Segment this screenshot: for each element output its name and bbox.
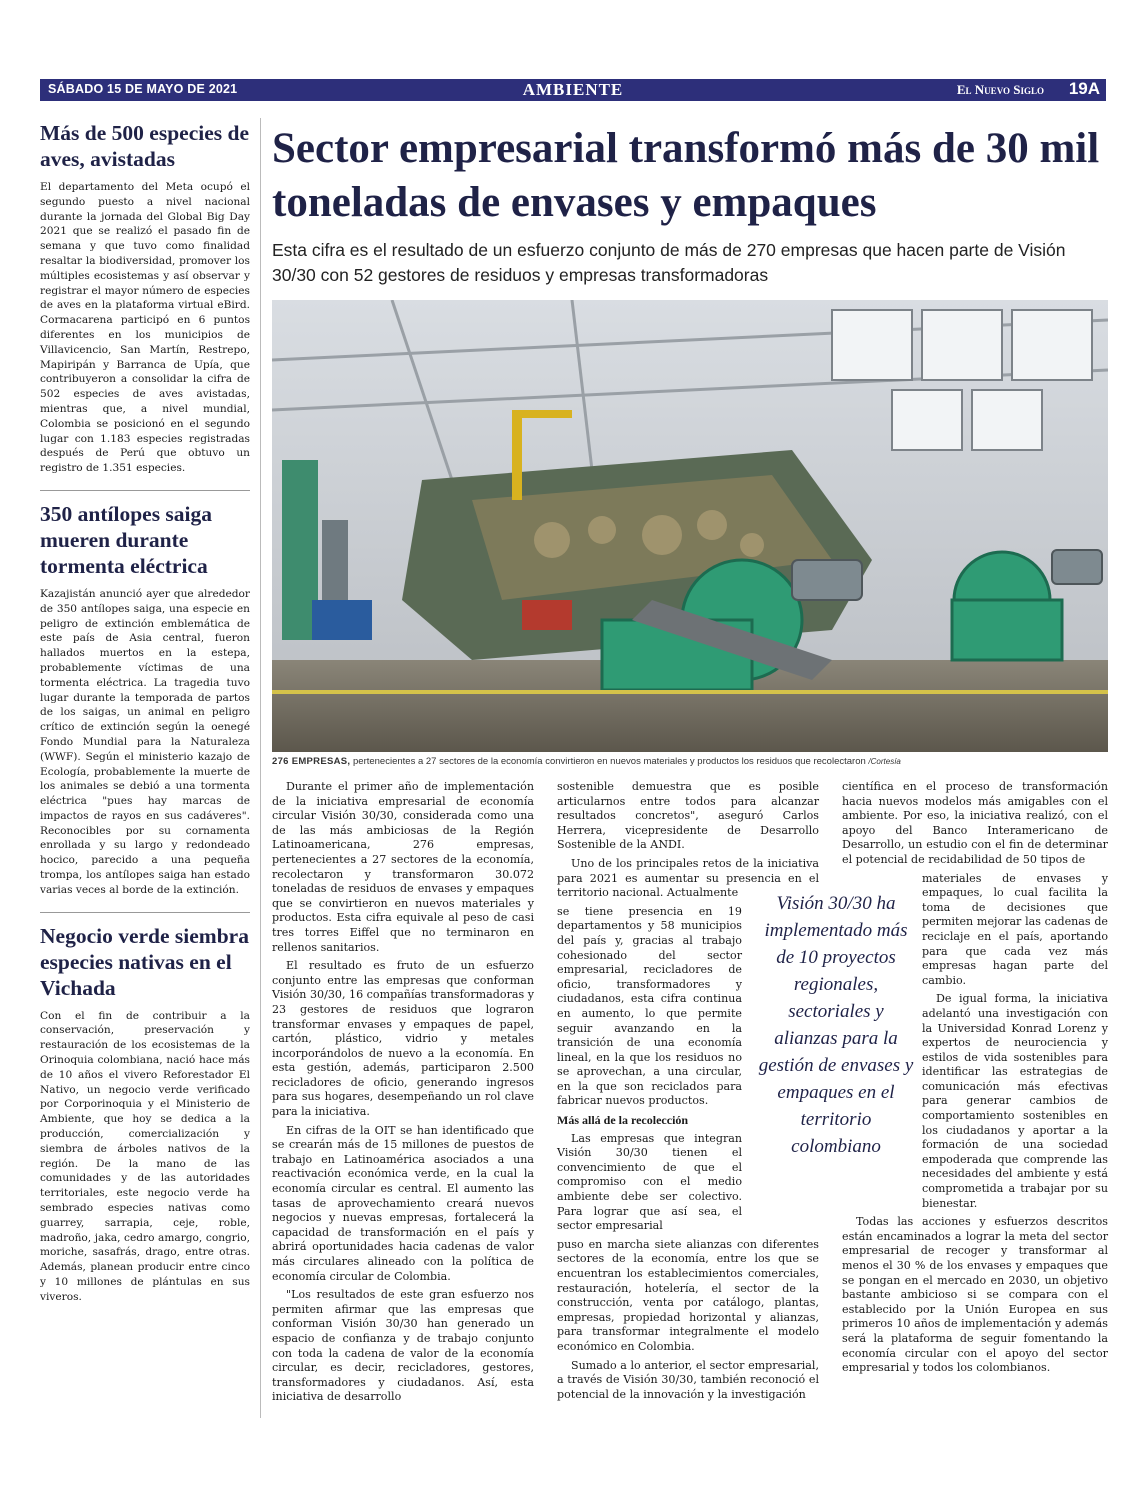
paragraph: Las empresas que integran Visión 30/30 tienen el convencimiento de que el compromiso con el medio ambiente debe ser colectivo. Para lograr que así sea, el sector empresarial: [557, 1131, 742, 1233]
brief-title: 350 antílopes saiga mueren durante tormenta eléctrica: [40, 501, 213, 578]
paragraph: materiales de envases y empaques, lo cual facilita la toma de decisiones que permiten mejorar las cadenas de reciclaje en el país, aportando para que cada vez más empresas hagan parte del cambio.: [922, 871, 1108, 987]
paragraph: se tiene presencia en 19 departamentos y 58 municipios del país y, gracias al trabajo cohesionado del sector empresarial, recicladores de oficio, transformadores y ciudadanos, esta cifra continua en aumento, lo que permite seguir avanzando en la transición de una economía lineal, en la que los residuos no se aprovechan, a una circular, en la que son reciclados para fabricar nuevos productos.: [557, 904, 742, 1108]
caption-credit: /Cortesía: [868, 757, 901, 766]
paragraph: Uno de los principales retos de la iniciativa para 2021 es aumentar su presencia en el territorio nacional. Actualmente: [557, 856, 819, 900]
brief-title: Más de 500 especies de aves, avistadas: [40, 121, 249, 171]
paragraph: Sumado a lo anterior, el sector empresarial, a través de Visión 30/30, también reconoció el potencial de la innovación y la investigación: [557, 1358, 819, 1401]
column-divider: [260, 118, 261, 1418]
main-deck: Esta cifra es el resultado de un esfuerzo conjunto de más de 270 empresas que hacen parte de Visión 30/30 con 52 gestores de residuos y empresas transformadoras: [272, 240, 1066, 285]
paragraph: sostenible demuestra que es posible articularnos entre todos para alcanzar resultados concretos", aseguró Carlos Herrera, vicepresidente de Desarrollo Sostenible de la ANDI.: [557, 780, 819, 852]
section-name: AMBIENTE: [522, 80, 624, 99]
paragraph: científica en el proceso de transformación hacia nuevos modelos más amigables con el ambiente. Por eso, la iniciativa realizó, con el apoyo del Banco Interamericano de Desarrollo, un estudio con el fin de determinar el potencial de recidabilidad de 50 tipos de: [842, 780, 1108, 866]
brief-article: [40, 120, 250, 476]
paragraph: De igual forma, la iniciativa adelantó una investigación con la Universidad Konrad Lorenz y expertos de neurociencia y estilos de vida sostenibles para identificar las estrategias de comunicación más efectivas para generar cambios de comportamiento sostenibles en los ciudadanos y aportar a la formación de una sociedad empoderada que comprende las necesidades del ambiente y está comprometida a trabajar por su bienestar.: [922, 992, 1108, 1210]
full-wrap: [557, 1238, 819, 1403]
paragraph: En cifras de la OIT se han identificado que se crearán más de 15 millones de puestos de trabajo en Latinoamérica asociados a una reactivación económica verde, en la cual la economía circular es central. El aumento las tasas de aprovechamiento creará nuevos negocios y nuevas empresas, fortalecerá la capacidad de transformación en el país y abrirá oportunidades hacia cadenas de valor más circulares alineado con la política de economía circular de Colombia.: [272, 1123, 534, 1283]
article-body: [272, 780, 1108, 1420]
divider: [40, 490, 250, 491]
brief-title: Negocio verde siembra especies nativas en el Vichada: [40, 923, 249, 1000]
paragraph: Todas las acciones y esfuerzos descritos están encaminados a lograr la meta del sector empresarial de recoger y transformar al menos el 30 % de los envases y empaques que se pongan en el mercado en 2030, un objetivo bastante ambicioso si se compara con el establecido por la Unión Europea en sus primeros 10 años de implementación y además será la plataforma de seguir fomentando la economía circular con el apoyo del sector empresarial y todos los colombianos.: [842, 1215, 1108, 1375]
caption-text: pertenecientes a 27 sectores de la economía convirtieron en nuevos materiales y productos los residuos que recolectaron: [350, 756, 866, 767]
paragraph: El resultado es fruto de un esfuerzo conjunto entre las empresas que conforman Visión 30/30, 16 compañías transformadoras y 23 gestores de residuos que lograron transformar envases y empaques de papel, cartón, plástico, vidrio y metales incorporándolos de nuevo a la economía. En esta gestión, además, participaron 2.500 recicladores de oficio, generando ingresos para sus hogares, desempeñando un rol clave para la iniciativa.: [272, 959, 534, 1119]
recycling-plant-photo: [272, 300, 1108, 752]
photo-caption: [272, 756, 1108, 767]
caption-lead: 276 EMPRESAS,: [272, 756, 351, 767]
brief-article: [40, 923, 250, 1305]
brief-body: Con el fin de contribuir a la conservación, preservación y restauración de los ecosistemas de la Orinoquia colombiana, nació hace más de 10 años el vivero Reforestador El Nativo, un negocio verde verificado por Corporinoquia y el Ministerio de Ambiente, que hoy se dedica a la producción, comercialización y siembra de árboles nativos de la región. De la mano de las comunidades y de las autoridades territoriales, este negocio verde ha sembrado especies nativas como guarrey, sarrapia, ceje, roble, madroño, jaka, cedro amargo, congrio, moriche, sasafrás, drago, entre otras. Además, planean producir entre cinco y 10 millones de plántulas en sus viveros.: [40, 1009, 250, 1303]
pull-quote: Visión 30/30 ha implementado más de 10 proyectos regionales, sectoriales y alianzas para la gestión de envases y empaques en el territorio colombiano: [758, 893, 914, 1157]
header-bar: [40, 79, 1106, 101]
page-number: 19A: [1068, 79, 1100, 98]
main-headline: Sector empresarial transformó más de 30 mil toneladas de envases y empaques: [272, 125, 1100, 226]
paragraph: Durante el primer año de implementación de la iniciativa empresarial de economía circular Visión 30/30, considerada como una de las más ambiciosas de la Región Latinoamericana, 276 empresas, pertenecientes a 27 sectores de la economía, recolectaron y transformaron 30.072 toneladas de residuos de envases y empaques que se convirtieron en nuevos materiales y productos. Esta cifra equivale al peso de casi tres torres Eiffel que no terminaron en rellenos sanitarios.: [272, 780, 534, 954]
narrow-wrap: [922, 872, 1108, 1212]
brief-body: Kazajistán anunció ayer que alrededor de 350 antílopes saiga, una especie en peligro de extinción emblemática de este país de Asia central, fueron hallados muertos en la estepa, probablemente víctimas de una tormenta eléctrica. La tragedia tuvo lugar durante la temporada de partos de los saigas, un animal en peligro crítico de extinción según la oenegé Fondo Mundial para la Naturaleza (WWF). Según el ministerio kazajo de Ecología, probablemente la muerte de los animales se debió a una tormenta eléctrica "pues hay marcas de impactos de rayos en sus cadáveres". Reconocibles por su cornamenta enrollada y su largo y redondeado hocico, parecido a una pequeña trompa, los antílopes saiga han estado varias veces al borde de la extinción.: [40, 587, 250, 896]
article-column-1: [272, 780, 534, 1409]
brief-article: [40, 501, 250, 898]
narrow-wrap: [557, 905, 742, 1234]
paragraph: puso en marcha siete alianzas con diferentes sectores de la economía, entre los que se encuentran los establecimientos comerciales, restauración, hotelería, el sector de la construcción, venta por catálogo, plantas, empresas, propiedad horizontal y alianzas, para transformar integralmente el modelo económico en Colombia.: [557, 1237, 819, 1353]
edition-date: SÁBADO 15 DE MAYO DE 2021: [48, 82, 238, 96]
newspaper-name: El Nuevo Siglo: [956, 82, 1044, 97]
divider: [40, 912, 250, 913]
subheading: Más allá de la recolección: [557, 1113, 689, 1128]
brief-body: El departamento del Meta ocupó el segundo puesto a nivel nacional durante la jornada del Global Big Day 2021 que se realizó el pasado fin de semana y que tuvo como finalidad resaltar la biodiversidad, promover los múltiples ecosistemas y así observar y registrar el mayor número de especies de aves en la plataforma virtual eBird. Cormacarena participó en 6 puntos diferentes en los municipios de Villavicencio, San Martín, Restrepo, Mapiripán y Barranca de Upía, que contribuyeron a consolidar la cifra de 502 especies de aves avistadas, mientras que, a nivel mundial, Colombia se posicionó en el segundo lugar con 1.183 especies registradas después de Perú que obtuvo un registro de 1.351 especies.: [40, 181, 250, 475]
sidebar-briefs: [40, 120, 250, 1319]
paragraph: "Los resultados de este gran esfuerzo nos permiten afirmar que las empresas que conforman Visión 30/30 han generado un espacio de confianza y de trabajo conjunto con toda la cadena de valor de la economía circular, es decir, recicladores, gestores, transformadores y ciudadanos. Así, esta iniciativa de desarrollo: [272, 1288, 534, 1404]
